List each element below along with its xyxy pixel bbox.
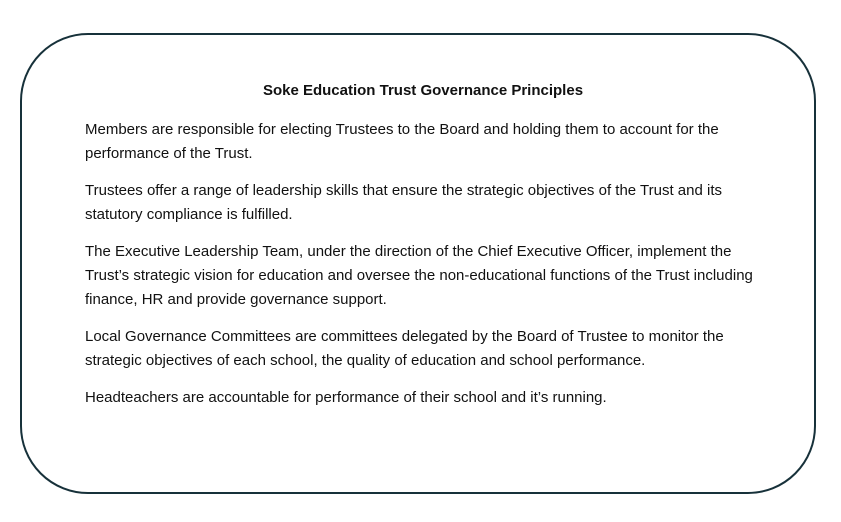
document-title: Soke Education Trust Governance Principles [262, 82, 584, 99]
executive-leadership-principle: The Executive Leadership Team, under the direction of the Chief Executive Officer, implement the Trust’s strategic vision for education and oversee the non-educational functions of the Trust including finance, HR and provide governance support. [85, 243, 753, 308]
principles-content [85, 118, 775, 423]
panel-border-gap [794, 481, 805, 493]
trustees-principle: Trustees offer a range of leadership skills that ensure the strategic objectives of the Trust and its statutory compliance is fulfilled. [85, 182, 723, 223]
members-principle: Members are responsible for electing Trustees to the Board and holding them to account for the performance of the Trust. [85, 121, 719, 162]
headteachers-principle: Headteachers are accountable for performance of their school and it’s running. [85, 389, 607, 406]
local-governance-principle: Local Governance Committees are committees delegated by the Board of Trustee to monitor the strategic objectives of each school, the quality of education and school performance. [85, 328, 724, 369]
